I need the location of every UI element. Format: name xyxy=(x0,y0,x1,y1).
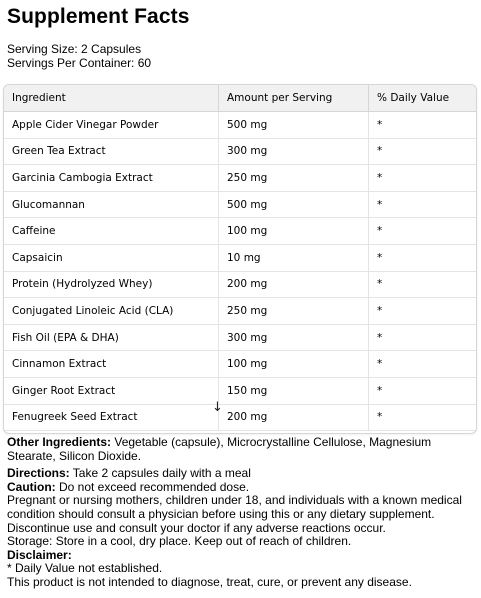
table-row xyxy=(4,165,476,192)
cell-ingredient: Glucomannan xyxy=(4,191,219,218)
cell-amount: 500 mg xyxy=(219,191,369,218)
cell-amount: 150 mg xyxy=(219,377,369,404)
other-ingredients-text: Vegetable (capsule), Microcrystalline Cellulose, Magnesium Stearate, Silicon Dioxide. xyxy=(7,435,432,463)
supplement-facts-table[interactable] xyxy=(3,84,477,434)
cell-amount: 500 mg xyxy=(219,112,369,139)
cell-daily-value: * xyxy=(369,271,477,298)
table-row xyxy=(4,271,476,298)
disclaimer-text: This product is not intended to diagnose, treat, cure, or prevent any disease. xyxy=(7,574,412,589)
header-ingredient: Ingredient xyxy=(4,85,219,112)
cell-daily-value: * xyxy=(369,165,477,192)
table-row xyxy=(4,112,476,139)
cell-amount: 100 mg xyxy=(219,351,369,378)
page-title: Supplement Facts xyxy=(7,5,190,28)
table-row xyxy=(4,298,476,325)
cell-ingredient: Protein (Hydrolyzed Whey) xyxy=(4,271,219,298)
cell-amount: 100 mg xyxy=(219,218,369,245)
cell-ingredient: Caffeine xyxy=(4,218,219,245)
cell-ingredient: Capsaicin xyxy=(4,244,219,271)
directions xyxy=(7,467,473,481)
discontinue-text: Discontinue use and consult your doctor if any adverse reactions occur. xyxy=(7,520,386,535)
directions-text: Take 2 capsules daily with a meal xyxy=(69,466,251,481)
cell-ingredient: Fenugreek Seed Extract xyxy=(4,404,219,431)
cell-ingredient: Fish Oil (EPA & DHA) xyxy=(4,324,219,351)
warning-text: Pregnant or nursing mothers, children under 18, and individuals with a known medical condition should consult a physician before using this or any dietary supplement. xyxy=(7,493,462,521)
cell-daily-value: * xyxy=(369,244,477,271)
cell-amount: 10 mg xyxy=(219,244,369,271)
cell-daily-value: * xyxy=(369,138,477,165)
table-row xyxy=(4,191,476,218)
table-row xyxy=(4,138,476,165)
cell-daily-value: * xyxy=(369,377,477,404)
cell-daily-value: * xyxy=(369,351,477,378)
cell-amount: 250 mg xyxy=(219,165,369,192)
cell-amount: 200 mg xyxy=(219,404,369,431)
disclaimer-label xyxy=(7,549,473,563)
disclaimer-heading: Disclaimer: xyxy=(7,547,72,562)
caution-label: Caution: xyxy=(7,479,56,494)
table-row xyxy=(4,244,476,271)
cell-daily-value: * xyxy=(369,191,477,218)
notes-section xyxy=(7,436,473,590)
cell-ingredient: Apple Cider Vinegar Powder xyxy=(4,112,219,139)
cell-ingredient: Green Tea Extract xyxy=(4,138,219,165)
serving-info xyxy=(7,42,151,70)
other-ingredients xyxy=(7,436,473,463)
cell-amount: 300 mg xyxy=(219,324,369,351)
table-row xyxy=(4,377,476,404)
cell-daily-value: * xyxy=(369,218,477,245)
servings-per-container: Servings Per Container: 60 xyxy=(7,56,152,70)
table-row xyxy=(4,351,476,378)
cell-amount: 300 mg xyxy=(219,138,369,165)
table-row xyxy=(4,404,476,431)
table-row xyxy=(4,324,476,351)
header-daily-value: % Daily Value xyxy=(369,85,477,112)
caution-text: Do not exceed recommended dose. xyxy=(55,479,250,494)
scroll-down-arrow-icon[interactable]: ↓ xyxy=(212,400,223,415)
daily-value-note: * Daily Value not established. xyxy=(7,561,163,576)
caution xyxy=(7,481,473,495)
serving-size: Serving Size: 2 Capsules xyxy=(7,42,142,56)
cell-daily-value: * xyxy=(369,324,477,351)
other-ingredients-label: Other Ingredients: xyxy=(7,435,112,449)
directions-label: Directions: xyxy=(7,466,70,481)
table-row xyxy=(4,218,476,245)
cell-ingredient: Conjugated Linoleic Acid (CLA) xyxy=(4,298,219,325)
table-header-row xyxy=(4,85,476,112)
cell-ingredient: Ginger Root Extract xyxy=(4,377,219,404)
cell-amount: 250 mg xyxy=(219,298,369,325)
cell-daily-value: * xyxy=(369,112,477,139)
cell-ingredient: Cinnamon Extract xyxy=(4,351,219,378)
cell-daily-value: * xyxy=(369,298,477,325)
cell-amount: 200 mg xyxy=(219,271,369,298)
cell-daily-value: * xyxy=(369,404,477,431)
storage-text: Storage: Store in a cool, dry place. Keep out of reach of children. xyxy=(7,534,352,549)
header-amount: Amount per Serving xyxy=(219,85,369,112)
cell-ingredient: Garcinia Cambogia Extract xyxy=(4,165,219,192)
